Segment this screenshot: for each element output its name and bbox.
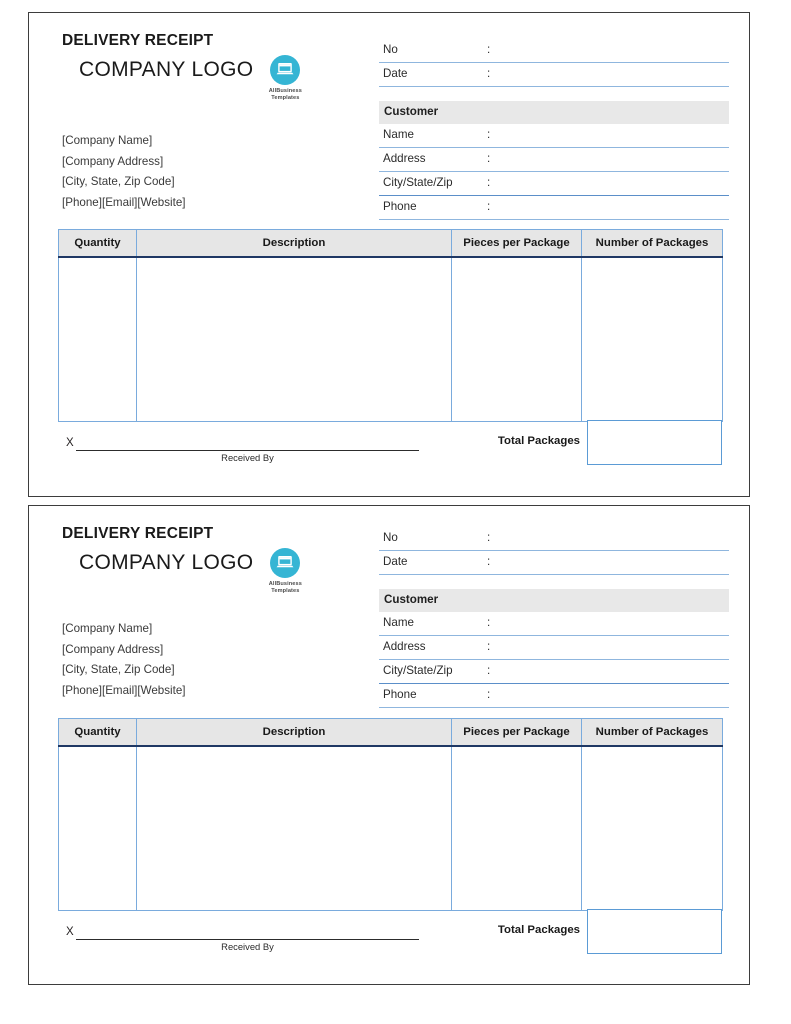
cell-quantity[interactable] xyxy=(59,746,137,911)
column-header-quantity: Quantity xyxy=(59,230,137,258)
allbusiness-templates-logo xyxy=(262,55,308,101)
logo-caption: AllBusiness Templates xyxy=(268,88,302,101)
customer-section-label: Customer xyxy=(384,593,439,606)
line-items-table xyxy=(58,229,723,422)
signature-caption: Received By xyxy=(221,452,274,463)
total-packages-label: Total Packages xyxy=(497,435,580,447)
delivery-receipt-copy-2 xyxy=(28,505,750,985)
company-contact: [Phone][Email][Website] xyxy=(62,683,186,697)
column-header-pieces-per-package: Pieces per Package xyxy=(452,719,582,747)
cell-pieces-per-package[interactable] xyxy=(452,746,582,911)
field-customer-address-label: Address xyxy=(383,640,426,653)
form-spacer xyxy=(379,87,729,101)
column-header-pieces-per-package: Pieces per Package xyxy=(452,230,582,258)
column-header-quantity: Quantity xyxy=(59,719,137,747)
field-customer-address[interactable] xyxy=(379,148,729,172)
total-packages-label: Total Packages xyxy=(497,924,580,936)
customer-section-header xyxy=(379,589,729,612)
field-customer-name[interactable] xyxy=(379,612,729,636)
field-customer-citystatezip[interactable] xyxy=(379,660,729,684)
customer-section-header xyxy=(379,101,729,124)
field-date-label: Date xyxy=(383,67,408,80)
field-customer-address-colon: : xyxy=(487,152,491,165)
field-date[interactable] xyxy=(379,551,729,575)
field-customer-name-label: Name xyxy=(383,616,414,629)
total-packages-value[interactable] xyxy=(587,420,722,465)
receipt-form xyxy=(379,39,729,220)
table-row xyxy=(59,746,723,911)
signature-mark: X xyxy=(66,926,74,938)
total-packages-value[interactable] xyxy=(587,909,722,954)
field-date-colon: : xyxy=(487,67,491,80)
field-customer-name-label: Name xyxy=(383,128,414,141)
field-customer-citystatezip-colon: : xyxy=(487,176,491,189)
company-logo-text: COMPANY LOGO xyxy=(79,551,254,574)
field-no[interactable] xyxy=(379,527,729,551)
signature-mark: X xyxy=(66,437,74,449)
field-date-colon: : xyxy=(487,555,491,568)
company-logo-text: COMPANY LOGO xyxy=(79,58,254,81)
customer-section-label: Customer xyxy=(384,105,439,118)
allbusiness-templates-logo xyxy=(262,548,308,594)
field-no-colon: : xyxy=(487,531,491,544)
cell-quantity[interactable] xyxy=(59,257,137,422)
table-header-row xyxy=(59,230,723,258)
field-customer-citystatezip-colon: : xyxy=(487,664,491,677)
laptop-icon xyxy=(270,55,300,85)
line-items-table xyxy=(58,718,723,911)
page-title: DELIVERY RECEIPT xyxy=(62,525,214,542)
company-address-block xyxy=(62,131,186,213)
company-name: [Company Name] xyxy=(62,622,153,635)
company-address: [Company Address] xyxy=(62,642,164,656)
field-no-label: No xyxy=(383,43,398,56)
signature-line[interactable] xyxy=(76,450,419,451)
company-address-block xyxy=(62,619,186,701)
company-contact: [Phone][Email][Website] xyxy=(62,195,186,209)
company-logo xyxy=(79,57,308,101)
table-header-row xyxy=(59,719,723,747)
field-customer-phone-colon: : xyxy=(487,200,491,213)
signature-caption: Received By xyxy=(221,941,274,952)
field-customer-citystatezip-label: City/State/Zip xyxy=(383,176,453,189)
field-customer-citystatezip[interactable] xyxy=(379,172,729,196)
totals-row xyxy=(58,421,722,467)
cell-number-of-packages[interactable] xyxy=(582,257,723,422)
page-title: DELIVERY RECEIPT xyxy=(62,32,214,49)
company-name: [Company Name] xyxy=(62,134,153,147)
field-no-colon: : xyxy=(487,43,491,56)
field-customer-name[interactable] xyxy=(379,124,729,148)
field-no[interactable] xyxy=(379,39,729,63)
company-city: [City, State, Zip Code] xyxy=(62,663,175,676)
receipt-form xyxy=(379,527,729,708)
laptop-icon xyxy=(270,548,300,578)
field-customer-phone[interactable] xyxy=(379,684,729,708)
field-no-label: No xyxy=(383,531,398,544)
column-header-description: Description xyxy=(137,719,452,747)
field-customer-name-colon: : xyxy=(487,616,491,629)
form-spacer xyxy=(379,575,729,589)
field-date[interactable] xyxy=(379,63,729,87)
column-header-number-of-packages: Number of Packages xyxy=(582,230,723,258)
totals-row xyxy=(58,910,722,956)
field-customer-phone-label: Phone xyxy=(383,200,417,213)
field-customer-address-colon: : xyxy=(487,640,491,653)
company-logo xyxy=(79,550,308,594)
column-header-number-of-packages: Number of Packages xyxy=(582,719,723,747)
table-row xyxy=(59,257,723,422)
cell-description[interactable] xyxy=(137,257,452,422)
field-customer-phone[interactable] xyxy=(379,196,729,220)
signature-line[interactable] xyxy=(76,939,419,940)
column-header-description: Description xyxy=(137,230,452,258)
cell-description[interactable] xyxy=(137,746,452,911)
delivery-receipt-copy-1 xyxy=(28,12,750,497)
field-customer-address[interactable] xyxy=(379,636,729,660)
field-customer-phone-colon: : xyxy=(487,688,491,701)
field-customer-citystatezip-label: City/State/Zip xyxy=(383,664,453,677)
field-date-label: Date xyxy=(383,555,408,568)
field-customer-address-label: Address xyxy=(383,152,426,165)
field-customer-phone-label: Phone xyxy=(383,688,417,701)
company-city: [City, State, Zip Code] xyxy=(62,175,175,188)
company-address: [Company Address] xyxy=(62,154,164,168)
field-customer-name-colon: : xyxy=(487,128,491,141)
cell-number-of-packages[interactable] xyxy=(582,746,723,911)
logo-caption: AllBusiness Templates xyxy=(268,581,302,594)
cell-pieces-per-package[interactable] xyxy=(452,257,582,422)
